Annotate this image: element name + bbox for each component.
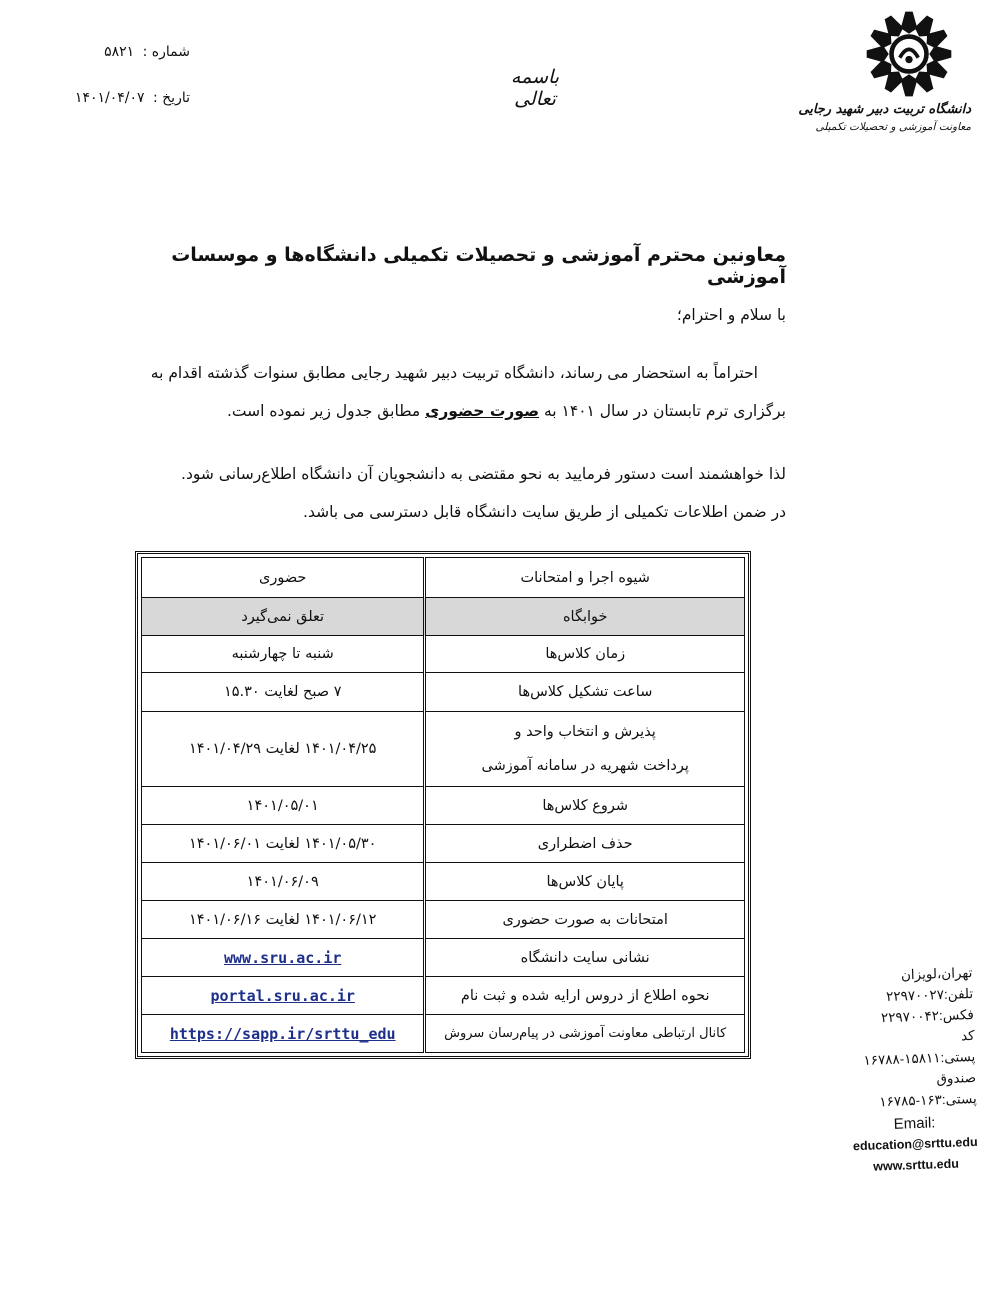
table-row-label: زمان کلاس‌ها <box>425 636 745 673</box>
letter-date-label: تاریخ : <box>152 90 190 106</box>
table-row-value: ۱۴۰۱/۰۶/۰۹ <box>142 863 425 901</box>
table-row-value: ۱۴۰۱/۰۵/۰۱ <box>142 787 425 825</box>
table-row <box>142 558 745 598</box>
table-row-label-line-1: پذیرش و انتخاب واحد و <box>514 724 656 740</box>
letter-number-label: شماره : <box>142 44 190 60</box>
university-name: دانشگاه تربیت دبیر شهید رجایی <box>798 102 971 117</box>
table-row-value: ۱۴۰۱/۰۵/۳۰ لغایت ۱۴۰۱/۰۶/۰۱ <box>142 825 425 863</box>
table-row-value: حضوری <box>142 558 425 598</box>
contact-address: تهران،لویزان <box>900 964 973 983</box>
department-name: معاونت آموزشی و تحصیلات تکمیلی <box>815 121 971 133</box>
basmala: باسمه تعالی <box>510 66 560 110</box>
table-row-value <box>142 977 425 1015</box>
paragraph-2-line-2: در ضمن اطلاعات تکمیلی از طریق سایت دانشگاه قابل دسترسی می باشد. <box>303 503 786 521</box>
table-row-label: نشانی سایت دانشگاه <box>425 939 745 977</box>
paragraph-1-text-a: احتراماً به استحضار می رساند، دانشگاه تربیت دبیر شهید رجایی مطابق سنوات گذشته اقدام به برگزاری ترم تابستان در سال ۱۴۰۱ به <box>150 364 786 420</box>
paragraph-1-text-b: مطابق جدول زیر نموده است. <box>226 402 426 420</box>
contact-email[interactable]: education@srttu.edu <box>852 1134 978 1154</box>
table-row-label <box>425 712 745 787</box>
table-row-label: پایان کلاس‌ها <box>425 863 745 901</box>
contact-phone: تلفن:۲۲۹۷۰۰۲۷ <box>885 985 974 1005</box>
table-row <box>142 825 745 863</box>
table-row-value: ۱۴۰۱/۰۴/۲۵ لغایت ۱۴۰۱/۰۴/۲۹ <box>142 712 425 787</box>
table-row <box>142 787 745 825</box>
website-link[interactable]: www.sru.ac.ir <box>224 948 342 967</box>
contact-po-box: صندوق پستی:۱۶۳-۱۶۷۸۵ <box>879 1069 978 1110</box>
table-row-value: تعلق نمی‌گیرد <box>142 598 425 636</box>
paragraph-1 <box>140 354 786 430</box>
table-row <box>142 1015 745 1053</box>
table-row-label: شیوه اجرا و امتحانات <box>425 558 745 598</box>
soroush-channel-link[interactable]: https://sapp.ir/srttu_edu <box>169 1024 396 1043</box>
contact-fax: فکس:۲۲۹۷۰۰۴۲ <box>880 1006 975 1026</box>
table-row <box>142 901 745 939</box>
table-row-label: ساعت تشکیل کلاس‌ها <box>425 673 745 712</box>
university-star-emblem-icon <box>863 8 955 100</box>
table-row-value: ۷ صبح لغایت ۱۵.۳۰ <box>142 673 425 712</box>
table-row-label: امتحانات به صورت حضوری <box>425 901 745 939</box>
table-row-label-line-2: پرداخت شهریه در سامانه آموزشی <box>481 758 689 774</box>
contact-info <box>846 962 979 1178</box>
paragraph-1-emphasis: صورت حضوری <box>425 402 540 420</box>
table-row <box>142 712 745 787</box>
contact-website[interactable]: www.srttu.edu <box>873 1156 960 1174</box>
table-row-value <box>142 939 425 977</box>
table-row-value: شنبه تا چهارشنبه <box>142 636 425 673</box>
table-row-label: نحوه اطلاع از دروس ارایه شده و ثبت نام <box>425 977 745 1015</box>
letter-date-value: ۱۴۰۱/۰۴/۰۷ <box>74 90 145 106</box>
paragraph-2-line-1: لذا خواهشمند است دستور فرمایید به نحو مقتضی به دانشجویان آن دانشگاه اطلاع‌رسانی شود. <box>181 465 786 483</box>
table-row-label: کانال ارتباطی معاونت آموزشی در پیام‌رسان سروش <box>425 1015 745 1053</box>
table-row-value: ۱۴۰۱/۰۶/۱۲ لغایت ۱۴۰۱/۰۶/۱۶ <box>142 901 425 939</box>
letter-number-value: ۵۸۲۱ <box>104 44 135 60</box>
table-row-label: حذف اضطراری <box>425 825 745 863</box>
table-row-label: خوابگاه <box>425 598 745 636</box>
table-row <box>142 977 745 1015</box>
table-row <box>142 598 745 636</box>
table-row <box>142 863 745 901</box>
table-row-value <box>142 1015 425 1053</box>
table-row <box>142 636 745 673</box>
paragraph-2 <box>140 455 786 531</box>
contact-email-label: Email: <box>893 1114 936 1133</box>
letter-title: معاونین محترم آموزشی و تحصیلات تکمیلی دانشگاه‌ها و موسسات آموزشی <box>171 244 786 288</box>
greeting: با سلام و احترام؛ <box>676 306 786 324</box>
table-row <box>142 939 745 977</box>
letter-date <box>40 90 190 106</box>
table-row-label: شروع کلاس‌ها <box>425 787 745 825</box>
portal-link[interactable]: portal.sru.ac.ir <box>210 986 355 1005</box>
letter-number <box>40 44 190 60</box>
university-logo <box>798 8 971 168</box>
table-row <box>142 673 745 712</box>
summer-term-table <box>135 551 751 1059</box>
contact-postal-code: کد پستی:۱۵۸۱۱-۱۶۷۸۸ <box>863 1027 976 1068</box>
